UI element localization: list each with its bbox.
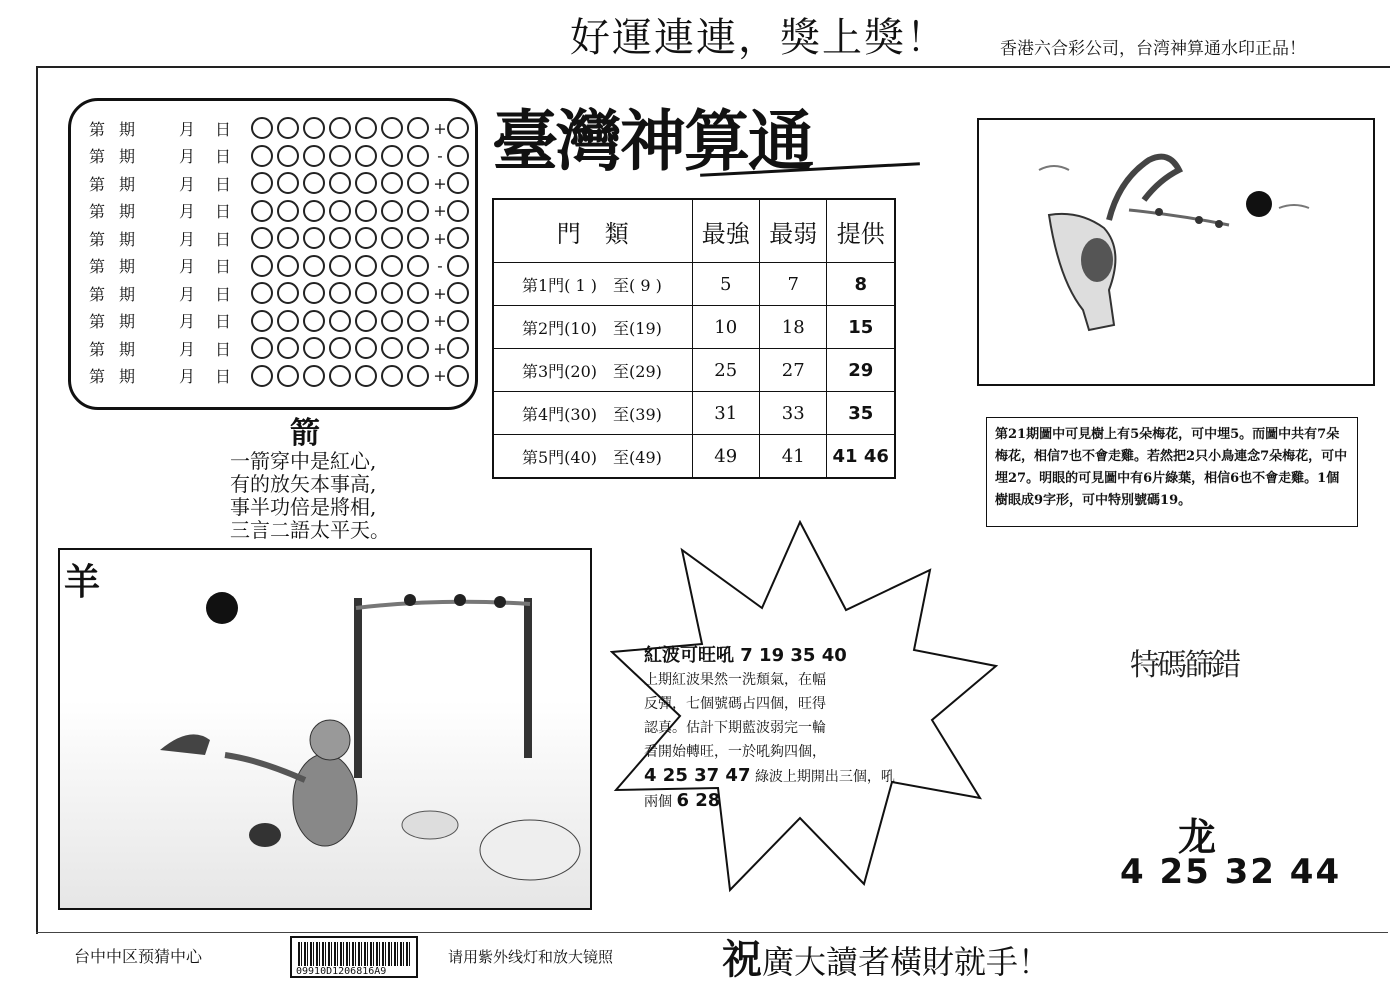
record-sign: + <box>433 283 447 303</box>
record-row <box>89 308 473 334</box>
number-circle <box>355 365 377 387</box>
record-qi: 第 <box>89 257 106 276</box>
number-circle <box>303 365 325 387</box>
record-row <box>89 253 473 279</box>
number-circle <box>251 117 273 139</box>
number-circle <box>355 200 377 222</box>
barcode <box>290 936 418 978</box>
special-number-circle <box>447 172 469 194</box>
gate-strong: 31 <box>692 392 759 435</box>
record-row <box>89 115 473 141</box>
footer-instruction: 请用紫外线灯和放大镜照 <box>448 948 614 966</box>
number-circle <box>277 145 299 167</box>
number-circle <box>329 172 351 194</box>
number-circle <box>407 117 429 139</box>
record-sign: + <box>433 201 447 220</box>
number-circle <box>355 255 377 277</box>
number-circle <box>381 200 403 222</box>
number-circle <box>251 172 273 194</box>
number-circle <box>277 172 299 194</box>
record-qi: 第 <box>89 202 106 221</box>
footer-center-name: 台中中区预猜中心 <box>74 947 203 966</box>
special-number-circle <box>447 337 469 359</box>
number-circle <box>381 282 403 304</box>
poem-line: 一箭穿中是紅心, <box>230 449 377 473</box>
record-row <box>89 170 473 196</box>
sheep-label: 羊 <box>64 562 101 603</box>
gate-weak: 27 <box>759 349 826 392</box>
record-qi: 第 <box>89 339 106 359</box>
number-circle <box>381 172 403 194</box>
number-circle <box>251 282 273 304</box>
number-circle <box>381 310 403 332</box>
record-month: 月 <box>179 202 196 221</box>
number-circle <box>355 282 377 304</box>
gate-row <box>493 306 895 349</box>
dragon-numbers: 4 25 32 44 <box>1120 852 1342 892</box>
number-circle <box>303 337 325 359</box>
record-month: 月 <box>179 367 196 386</box>
record-period: 期 <box>119 339 136 359</box>
barcode-number: 09910D1206816A9 <box>296 966 387 977</box>
record-day: 日 <box>215 312 232 331</box>
record-qi: 第 <box>89 174 106 194</box>
number-circle <box>381 365 403 387</box>
number-circle <box>355 145 377 167</box>
footer-divider <box>36 932 1388 933</box>
number-circle <box>329 337 351 359</box>
starburst-line: 兩個 <box>644 794 672 810</box>
gate-provide: 8 <box>827 263 895 306</box>
gate-provide: 15 <box>827 306 895 349</box>
number-circle <box>303 282 325 304</box>
record-month: 月 <box>179 229 196 249</box>
number-circle <box>303 227 325 249</box>
number-circle <box>277 255 299 277</box>
starburst-headline: 紅波可旺吼 7 19 35 40 <box>644 645 847 666</box>
barcode-bars <box>298 942 410 966</box>
record-qi: 第 <box>89 119 106 139</box>
record-period: 期 <box>119 257 136 276</box>
starburst-text <box>644 644 934 814</box>
record-row <box>89 280 473 306</box>
starburst-numbers: 4 25 37 47 <box>644 765 751 786</box>
starburst-line: 反彈，七個號碼占四個，旺得 <box>644 696 826 712</box>
record-sign: + <box>433 366 447 385</box>
number-circle <box>355 117 377 139</box>
col-header-gate: 門 類 <box>493 199 692 263</box>
poem-title: 箭 <box>290 416 320 451</box>
number-circle <box>277 227 299 249</box>
special-number-circle <box>447 310 469 332</box>
record-grid <box>68 98 478 410</box>
col-header-strong: 最強 <box>692 199 759 263</box>
record-row <box>89 143 473 169</box>
record-month: 月 <box>179 147 196 166</box>
number-circle <box>329 255 351 277</box>
number-circle <box>329 200 351 222</box>
record-qi: 第 <box>89 312 106 331</box>
hint-note: 第21期圖中可見樹上有5朵梅花，可中埋5。而圖中共有7朵梅花，相信7也不會走雞。若然把2只小鳥連念7朵梅花，可中埋27。明眼的可見圖中有6片綠葉，相信6也不會走雞。1個樹眼成9字形，可中特別號碼19。 <box>986 417 1358 527</box>
number-circle <box>381 117 403 139</box>
special-number-circle <box>447 145 469 167</box>
gate-range: 第4門(30) 至(39) <box>493 392 692 435</box>
number-circle <box>303 200 325 222</box>
footer-zhu: 祝 <box>722 937 762 983</box>
number-circle <box>329 282 351 304</box>
record-row <box>89 335 473 361</box>
record-day: 日 <box>215 174 232 194</box>
record-month: 月 <box>179 339 196 359</box>
gate-table <box>492 198 896 479</box>
record-period: 期 <box>119 119 136 139</box>
record-day: 日 <box>215 229 232 249</box>
starburst-line: 認真。估計下期藍波弱完一輪 <box>644 720 826 736</box>
gate-row <box>493 392 895 435</box>
record-day: 日 <box>215 202 232 221</box>
record-month: 月 <box>179 312 196 331</box>
number-circle <box>381 227 403 249</box>
gate-provide: 35 <box>827 392 895 435</box>
number-circle <box>329 117 351 139</box>
record-month: 月 <box>179 284 196 304</box>
special-number-circle <box>447 282 469 304</box>
number-circle <box>251 200 273 222</box>
number-circle <box>303 310 325 332</box>
special-number-circle <box>447 365 469 387</box>
number-circle <box>381 255 403 277</box>
gate-row <box>493 349 895 392</box>
number-circle <box>251 337 273 359</box>
number-circle <box>407 365 429 387</box>
record-day: 日 <box>215 257 232 276</box>
gate-table-header <box>493 199 895 263</box>
number-circle <box>407 145 429 167</box>
record-period: 期 <box>119 147 136 166</box>
gate-strong: 49 <box>692 435 759 479</box>
number-circle <box>407 310 429 332</box>
number-circle <box>407 227 429 249</box>
number-circle <box>407 337 429 359</box>
number-circle <box>381 145 403 167</box>
number-circle <box>381 337 403 359</box>
special-number-circle <box>447 255 469 277</box>
gate-provide: 29 <box>827 349 895 392</box>
record-row <box>89 363 473 389</box>
number-circle <box>277 310 299 332</box>
record-month: 月 <box>179 119 196 139</box>
number-circle <box>303 145 325 167</box>
record-row <box>89 225 473 251</box>
record-qi: 第 <box>89 229 106 249</box>
gate-provide: 41 46 <box>827 435 895 479</box>
number-circle <box>251 365 273 387</box>
number-circle <box>303 255 325 277</box>
gate-weak: 7 <box>759 263 826 306</box>
starburst-line: 看開始轉旺，一於吼夠四個， <box>644 744 826 760</box>
number-circle <box>277 200 299 222</box>
gate-strong: 5 <box>692 263 759 306</box>
header-slogan: 好運連連，獎上獎！ <box>570 15 948 61</box>
record-month: 月 <box>179 257 196 276</box>
number-circle <box>407 200 429 222</box>
page-title: 臺灣神算通 <box>492 102 812 180</box>
number-circle <box>251 145 273 167</box>
col-header-weak: 最弱 <box>759 199 826 263</box>
number-circle <box>407 255 429 277</box>
record-period: 期 <box>119 229 136 249</box>
number-circle <box>355 310 377 332</box>
number-circle <box>329 365 351 387</box>
gate-range: 第5門(40) 至(49) <box>493 435 692 479</box>
special-number-circle <box>447 117 469 139</box>
gate-range: 第2門(10) 至(19) <box>493 306 692 349</box>
poem <box>230 450 390 542</box>
number-circle <box>251 227 273 249</box>
record-period: 期 <box>119 367 136 386</box>
col-header-provide: 提供 <box>827 199 895 263</box>
number-circle <box>407 172 429 194</box>
starburst-line: 綠波上期開出三個，吼 <box>754 769 895 785</box>
record-row <box>89 198 473 224</box>
gate-row <box>493 435 895 479</box>
footer-blessing <box>722 928 1050 985</box>
dragon-label: 龙 <box>1178 815 1217 859</box>
record-qi: 第 <box>89 367 106 386</box>
record-sign: + <box>433 118 447 138</box>
monkey-scene-illustration <box>58 548 592 910</box>
record-period: 期 <box>119 284 136 304</box>
poem-line: 有的放矢本事高, <box>230 472 377 496</box>
footer-blessing-text: 廣大讀者橫財就手！ <box>762 943 1051 981</box>
special-number-circle <box>447 200 469 222</box>
record-period: 期 <box>119 174 136 194</box>
gate-range: 第1門( 1 ) 至( 9 ) <box>493 263 692 306</box>
number-circle <box>303 172 325 194</box>
record-sign: - <box>437 256 443 275</box>
number-circle <box>329 227 351 249</box>
record-day: 日 <box>215 339 232 359</box>
record-sign: + <box>433 228 447 248</box>
starburst-line: 上期紅波果然一洗頹氣，在幅 <box>644 672 826 688</box>
number-circle <box>251 310 273 332</box>
starburst-numbers: 6 28 <box>676 790 721 811</box>
record-sign: + <box>433 338 447 358</box>
poem-line: 三言二語太平天。 <box>230 518 390 542</box>
gate-strong: 25 <box>692 349 759 392</box>
gate-range: 第3門(20) 至(29) <box>493 349 692 392</box>
number-circle <box>355 337 377 359</box>
record-day: 日 <box>215 147 232 166</box>
number-circle <box>277 337 299 359</box>
gate-row <box>493 263 895 306</box>
gate-weak: 18 <box>759 306 826 349</box>
poem-line: 事半功倍是將相, <box>230 495 377 519</box>
number-circle <box>303 117 325 139</box>
record-month: 月 <box>179 174 196 194</box>
number-circle <box>251 255 273 277</box>
number-circle <box>329 145 351 167</box>
record-day: 日 <box>215 284 232 304</box>
record-sign: + <box>433 173 447 193</box>
record-sign: - <box>437 146 443 165</box>
number-circle <box>277 117 299 139</box>
record-qi: 第 <box>89 284 106 304</box>
vase-snake-illustration <box>977 118 1375 386</box>
record-day: 日 <box>215 119 232 139</box>
gate-weak: 41 <box>759 435 826 479</box>
number-circle <box>277 365 299 387</box>
gate-strong: 10 <box>692 306 759 349</box>
special-number-circle <box>447 227 469 249</box>
number-circle <box>355 172 377 194</box>
gate-weak: 33 <box>759 392 826 435</box>
special-code-label: 特碼篩錯 <box>1130 648 1238 683</box>
record-sign: + <box>433 311 447 330</box>
header-copyright: 香港六合彩公司，台湾神算通水印正品！ <box>1000 39 1306 59</box>
record-period: 期 <box>119 202 136 221</box>
record-period: 期 <box>119 312 136 331</box>
record-day: 日 <box>215 367 232 386</box>
number-circle <box>277 282 299 304</box>
record-qi: 第 <box>89 147 106 166</box>
number-circle <box>407 282 429 304</box>
number-circle <box>355 227 377 249</box>
number-circle <box>329 310 351 332</box>
